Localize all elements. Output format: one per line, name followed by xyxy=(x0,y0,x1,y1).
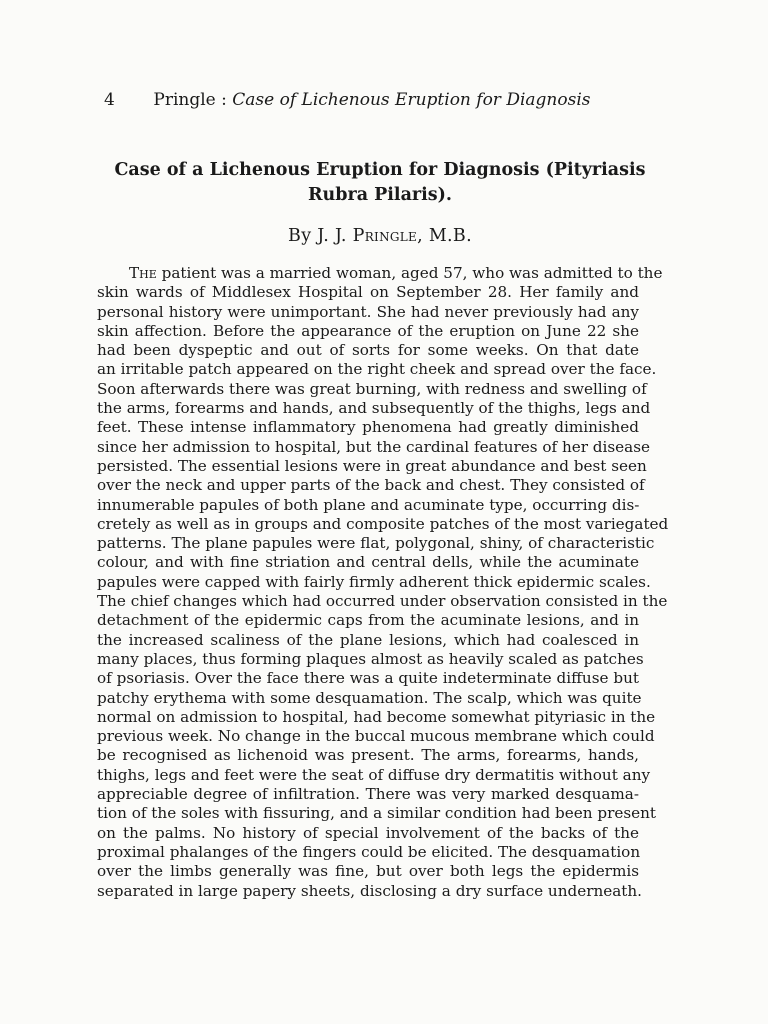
body-line: an irritable patch appeared on the right cheek and spread over the face. xyxy=(97,360,657,379)
body-line: tion of the soles with fissuring, and a similar condition had been present xyxy=(97,804,656,823)
body-line: skin affection. Before the appearance of the eruption on June 22 she xyxy=(97,321,639,340)
body-line: patchy erythema with some desquamation. The scalp, which was quite xyxy=(97,688,642,707)
body-line: over the neck and upper parts of the back and chest. They consisted of xyxy=(97,476,645,495)
body-line: detachment of the epidermic caps from the acuminate lesions, and in xyxy=(97,611,639,630)
body-line: proximal phalanges of the fingers could be elicited. The desquamation xyxy=(97,842,641,861)
body-line: persisted. The essential lesions were in great abundance and best seen xyxy=(97,456,647,475)
byline xyxy=(110,226,650,246)
body-line: of psoriasis. Over the face there was a quite indeterminate diffuse but xyxy=(97,669,639,688)
article-title-line-2: Rubra Pilaris). xyxy=(307,185,453,205)
body-first-word: The xyxy=(129,264,157,282)
body-line: many places, thus forming plaques almost as heavily scaled as patches xyxy=(97,649,644,668)
body-line: personal history were unimportant. She had never previously had any xyxy=(97,302,639,321)
body-line: be recognised as lichenoid was present. The arms, forearms, hands, xyxy=(97,746,639,765)
body-line: innumerable papules of both plane and acuminate type, occurring dis- xyxy=(97,495,640,514)
byline-prefix: By J. J. xyxy=(288,226,347,246)
body-line: normal on admission to hospital, had become somewhat pityriasic in the xyxy=(97,707,656,726)
running-head xyxy=(104,90,624,110)
body-line: since her admission to hospital, but the cardinal features of her disease xyxy=(97,437,651,456)
body-line: appreciable degree of infiltration. There was very marked desquama- xyxy=(97,785,639,804)
article-title-line-1: Case of a Lichenous Eruption for Diagnosis (Pityriasis xyxy=(114,160,646,180)
body-line: the increased scaliness of the plane lesions, which had coalesced in xyxy=(97,630,639,649)
body-line: The patient was a married woman, aged 57, who was admitted to the xyxy=(129,264,663,282)
body-line: feet. These intense inflammatory phenomena had greatly diminished xyxy=(97,418,639,437)
body-line: Soon afterwards there was great burning, with redness and swelling of xyxy=(97,379,647,398)
body-line: patterns. The plane papules were flat, polygonal, shiny, of characteristic xyxy=(97,534,655,553)
byline-degree: M.B. xyxy=(428,226,472,246)
running-head-author: Pringle : xyxy=(153,90,227,110)
body-line: cretely as well as in groups and composite patches of the most variegated xyxy=(97,514,669,533)
body-line: previous week. No change in the buccal mucous membrane which could xyxy=(97,727,655,746)
article-title xyxy=(110,158,650,208)
body-line: skin wards of Middlesex Hospital on September 28. Her family and xyxy=(97,283,639,302)
body-paragraph xyxy=(97,264,669,901)
body-line: separated in large papery sheets, disclosing a dry surface underneath. xyxy=(97,881,642,900)
page-number: 4 xyxy=(104,90,115,110)
body-line: thighs, legs and feet were the seat of diffuse dry dermatitis without any xyxy=(97,765,651,784)
body-line: over the limbs generally was fine, but over both legs the epidermis xyxy=(97,862,639,881)
byline-author-name: Pringle, xyxy=(352,226,423,246)
body-line: the arms, forearms and hands, and subsequently of the thighs, legs and xyxy=(97,399,651,418)
body-line: colour, and with fine striation and central dells, while the acuminate xyxy=(97,553,639,572)
body-line: papules were capped with fairly firmly adherent thick epidermic scales. xyxy=(97,572,651,591)
body-line: on the palms. No history of special involvement of the backs of the xyxy=(97,823,639,842)
running-head-title: Case of Lichenous Eruption for Diagnosis xyxy=(232,90,591,110)
body-line: had been dyspeptic and out of sorts for some weeks. On that date xyxy=(97,341,639,360)
body-line: The chief changes which had occurred under observation consisted in the xyxy=(97,592,668,611)
